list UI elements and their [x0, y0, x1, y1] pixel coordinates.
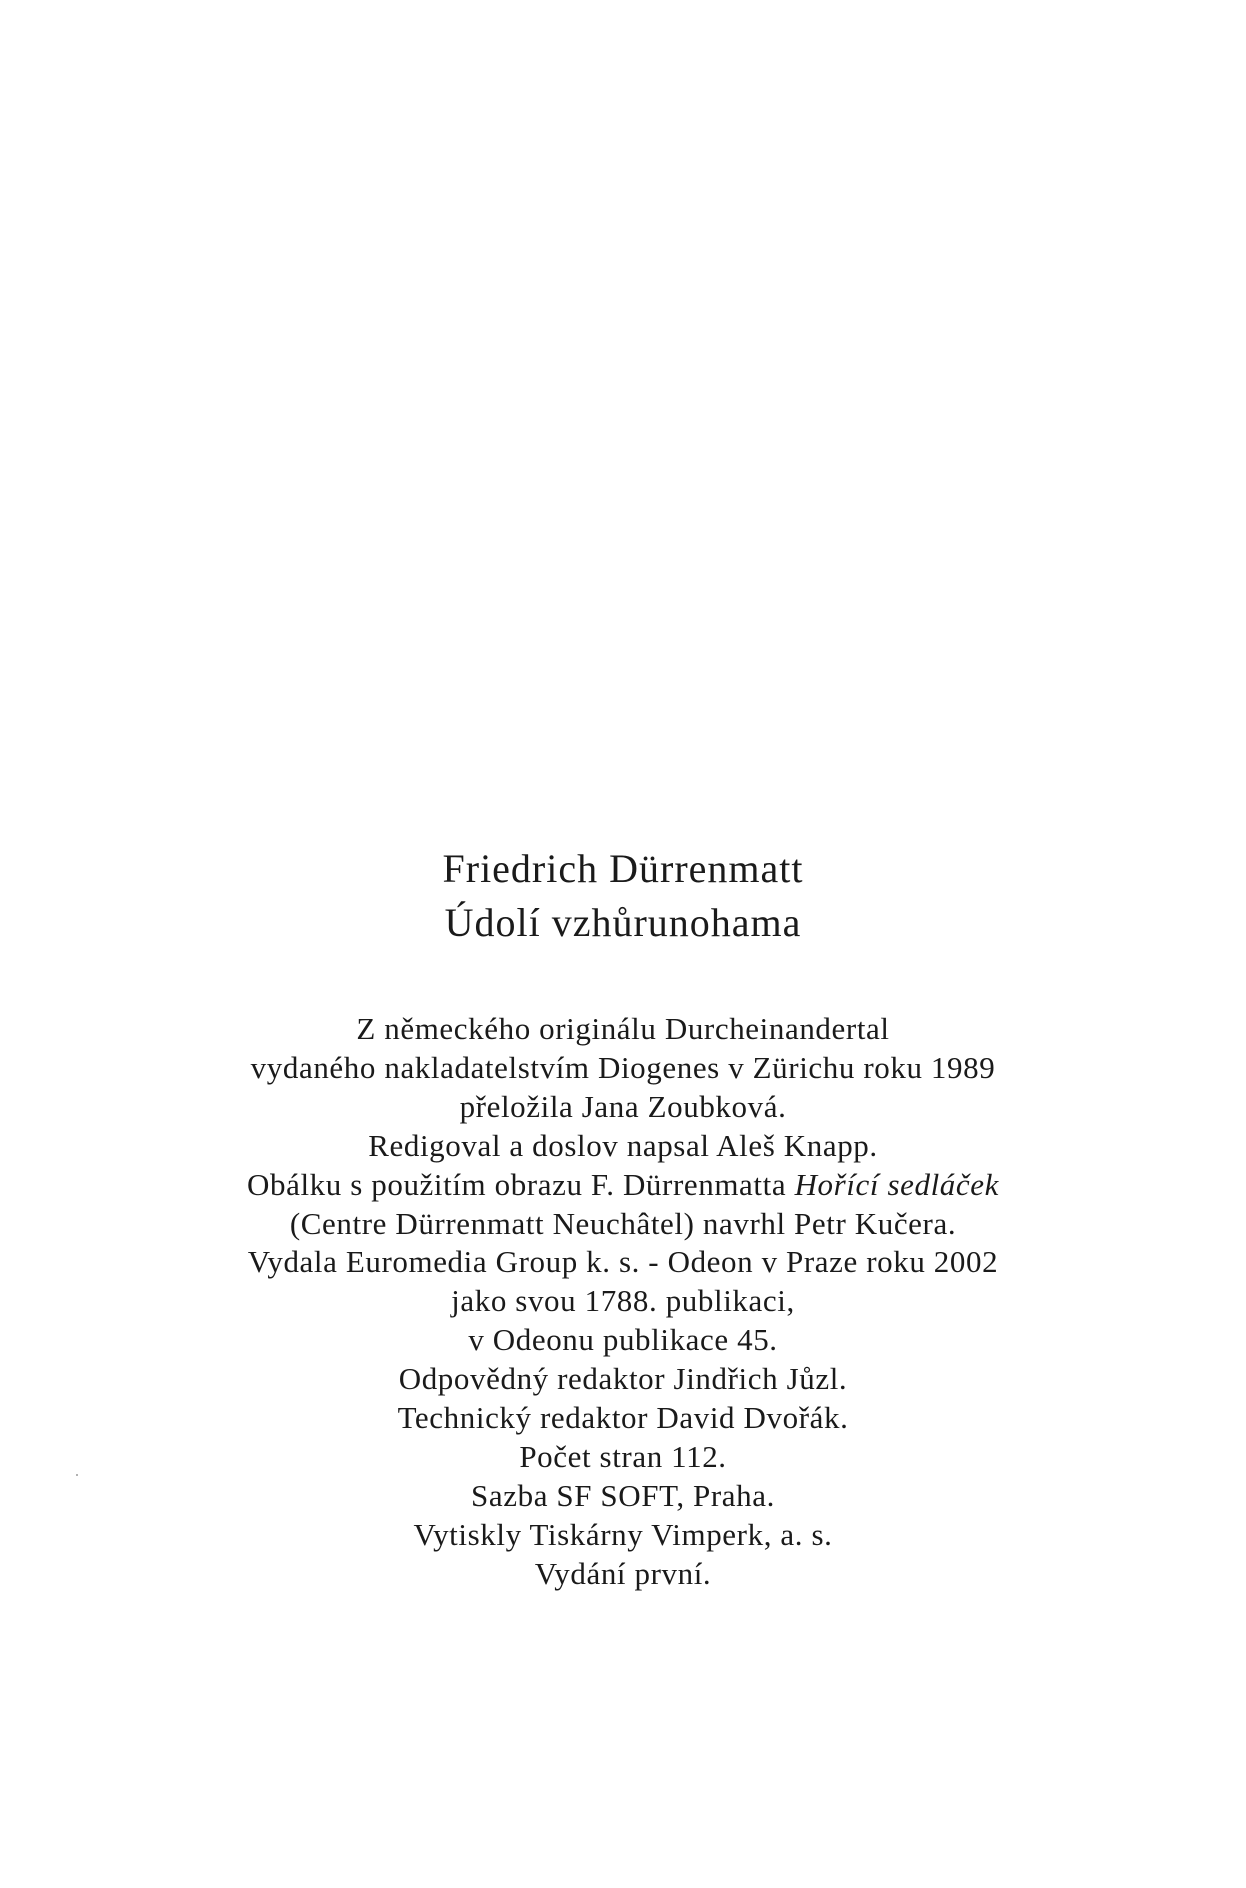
imprint-printer: Vytiskly Tiskárny Vimperk, a. s. [413, 1516, 833, 1552]
imprint-original-publisher: vydaného nakladatelstvím Diogenes v Zürichu roku 1989 [250, 1049, 996, 1085]
imprint-block [0, 1010, 1246, 1594]
imprint-publisher: Vydala Euromedia Group k. s. - Odeon v Praze roku 2002 [247, 1244, 999, 1280]
paper-speck [76, 1474, 78, 1476]
imprint-cover-text: Obálku s použitím obrazu F. Dürrenmatta [247, 1166, 795, 1202]
imprint-edition: Vydání první. [534, 1555, 712, 1591]
imprint-cover-painting-title: Hořící sedláček [794, 1166, 999, 1202]
imprint-odeon-number: v Odeonu publikace 45. [468, 1322, 778, 1358]
title-block [0, 842, 1246, 950]
imprint-typesetting: Sazba SF SOFT, Praha. [471, 1477, 775, 1513]
imprint-responsible-editor: Odpovědný redaktor Jindřich Jůzl. [398, 1361, 848, 1397]
imprint-cover-designer: (Centre Dürrenmatt Neuchâtel) navrhl Petr Kučera. [289, 1205, 957, 1241]
imprint-cover [0, 1166, 1246, 1205]
author-name: Friedrich Dürrenmatt [442, 846, 804, 891]
imprint-publication-number: jako svou 1788. publikaci, [451, 1283, 795, 1319]
imprint-page-count: Počet stran 112. [519, 1438, 727, 1474]
imprint-editor: Redigoval a doslov napsal Aleš Knapp. [368, 1127, 878, 1163]
imprint-translator: přeložila Jana Zoubková. [459, 1088, 787, 1124]
imprint-original-source: Z německého originálu Durcheinandertal [356, 1011, 890, 1046]
imprint-technical-editor: Technický redaktor David Dvořák. [397, 1400, 849, 1436]
book-title: Údolí vzhůrunohama [444, 900, 802, 945]
